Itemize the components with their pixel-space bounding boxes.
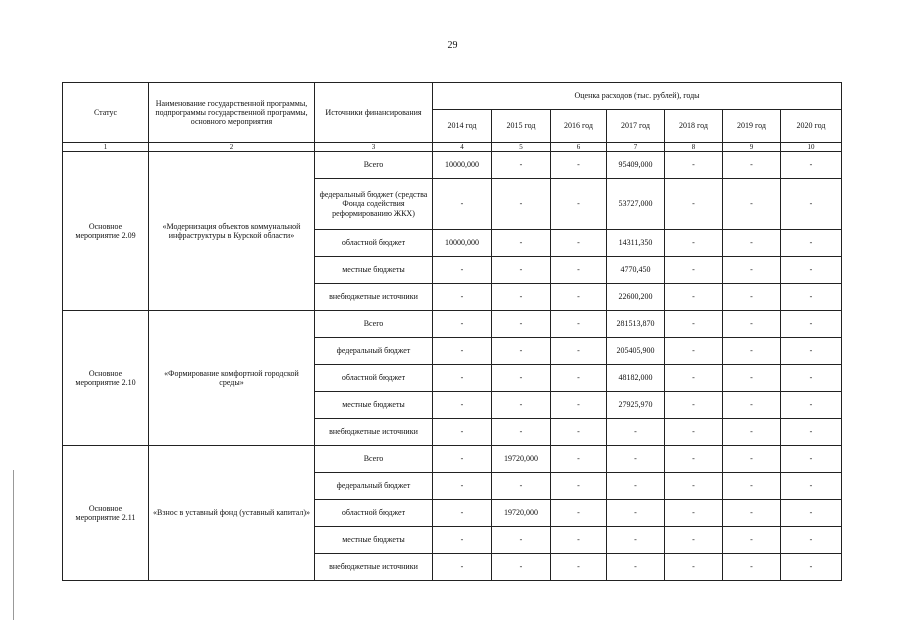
value-cell: - <box>551 338 607 365</box>
source-cell: Всего <box>315 311 433 338</box>
source-cell: местные бюджеты <box>315 257 433 284</box>
value-cell: - <box>781 446 842 473</box>
value-cell: - <box>781 392 842 419</box>
column-number: 5 <box>492 143 551 152</box>
value-cell: - <box>551 473 607 500</box>
value-cell: - <box>492 152 551 179</box>
source-cell: федеральный бюджет <box>315 473 433 500</box>
value-cell: 19720,000 <box>492 446 551 473</box>
source-cell: Всего <box>315 152 433 179</box>
table-row <box>63 152 842 179</box>
value-cell: - <box>433 392 492 419</box>
value-cell: 14311,350 <box>607 230 665 257</box>
value-cell: - <box>551 230 607 257</box>
value-cell: - <box>665 446 723 473</box>
column-number: 7 <box>607 143 665 152</box>
scan-edge-line <box>13 470 14 620</box>
value-cell: - <box>551 284 607 311</box>
header-year: 2014 год <box>433 110 492 143</box>
column-number: 9 <box>723 143 781 152</box>
value-cell: - <box>492 392 551 419</box>
header-year: 2019 год <box>723 110 781 143</box>
source-cell: внебюджетные источники <box>315 554 433 581</box>
value-cell: - <box>607 527 665 554</box>
table-row <box>63 446 842 473</box>
value-cell: - <box>723 500 781 527</box>
header-year: 2020 год <box>781 110 842 143</box>
source-cell: внебюджетные источники <box>315 419 433 446</box>
value-cell: - <box>551 527 607 554</box>
source-cell: Всего <box>315 446 433 473</box>
column-number: 6 <box>551 143 607 152</box>
header-status: Статус <box>63 83 149 143</box>
financing-table <box>62 82 842 581</box>
value-cell: - <box>551 419 607 446</box>
value-cell: - <box>551 446 607 473</box>
value-cell: 10000,000 <box>433 230 492 257</box>
value-cell: - <box>492 365 551 392</box>
value-cell: - <box>551 554 607 581</box>
value-cell: - <box>723 257 781 284</box>
value-cell: - <box>551 365 607 392</box>
value-cell: - <box>433 554 492 581</box>
value-cell: - <box>723 527 781 554</box>
value-cell: - <box>607 554 665 581</box>
value-cell: 48182,000 <box>607 365 665 392</box>
value-cell: - <box>433 446 492 473</box>
value-cell: - <box>433 500 492 527</box>
value-cell: - <box>433 257 492 284</box>
value-cell: 281513,870 <box>607 311 665 338</box>
value-cell: - <box>607 446 665 473</box>
table-row <box>63 311 842 338</box>
value-cell: - <box>665 527 723 554</box>
source-cell: областной бюджет <box>315 500 433 527</box>
source-cell: областной бюджет <box>315 230 433 257</box>
value-cell: - <box>723 230 781 257</box>
value-cell: - <box>665 554 723 581</box>
value-cell: - <box>433 473 492 500</box>
value-cell: - <box>781 419 842 446</box>
value-cell: - <box>723 554 781 581</box>
value-cell: 10000,000 <box>433 152 492 179</box>
value-cell: - <box>723 311 781 338</box>
value-cell: - <box>723 365 781 392</box>
value-cell: - <box>492 338 551 365</box>
value-cell: - <box>551 257 607 284</box>
value-cell: - <box>723 152 781 179</box>
value-cell: - <box>433 179 492 230</box>
column-number: 3 <box>315 143 433 152</box>
value-cell: 27925,970 <box>607 392 665 419</box>
value-cell: - <box>781 257 842 284</box>
value-cell: - <box>665 365 723 392</box>
page-number: 29 <box>447 40 458 51</box>
value-cell: - <box>723 392 781 419</box>
status-cell: Основное мероприятие 2.11 <box>63 446 149 581</box>
column-number: 4 <box>433 143 492 152</box>
source-cell: местные бюджеты <box>315 392 433 419</box>
value-cell: - <box>781 365 842 392</box>
program-name-cell: «Модернизация объектов коммунальной инфраструктуры в Курской области» <box>149 152 315 311</box>
value-cell: - <box>723 419 781 446</box>
value-cell: - <box>492 554 551 581</box>
value-cell: 4770,450 <box>607 257 665 284</box>
value-cell: - <box>607 419 665 446</box>
value-cell: - <box>665 311 723 338</box>
value-cell: - <box>665 152 723 179</box>
value-cell: - <box>665 392 723 419</box>
value-cell: - <box>433 311 492 338</box>
value-cell: 95409,000 <box>607 152 665 179</box>
header-program-name: Наименование государственной программы, подпрограммы государственной программы, основного мероприятия <box>149 83 315 143</box>
value-cell: - <box>492 257 551 284</box>
value-cell: - <box>781 527 842 554</box>
value-cell: - <box>781 554 842 581</box>
value-cell: - <box>492 473 551 500</box>
value-cell: - <box>433 338 492 365</box>
value-cell: - <box>433 527 492 554</box>
column-number: 8 <box>665 143 723 152</box>
value-cell: - <box>665 419 723 446</box>
header-sources: Источники финансирования <box>315 83 433 143</box>
source-cell: федеральный бюджет <box>315 338 433 365</box>
value-cell: - <box>433 419 492 446</box>
status-cell: Основное мероприятие 2.10 <box>63 311 149 446</box>
source-cell: федеральный бюджет (средства Фонда содействия реформированию ЖКХ) <box>315 179 433 230</box>
header-year: 2018 год <box>665 110 723 143</box>
value-cell: - <box>492 230 551 257</box>
value-cell: - <box>665 179 723 230</box>
column-number: 2 <box>149 143 315 152</box>
value-cell: - <box>723 446 781 473</box>
value-cell: - <box>723 473 781 500</box>
value-cell: - <box>607 473 665 500</box>
value-cell: - <box>492 527 551 554</box>
column-number-row <box>63 143 842 152</box>
source-cell: местные бюджеты <box>315 527 433 554</box>
value-cell: - <box>492 419 551 446</box>
value-cell: - <box>781 311 842 338</box>
value-cell: - <box>723 338 781 365</box>
header-year: 2015 год <box>492 110 551 143</box>
value-cell: - <box>781 473 842 500</box>
value-cell: - <box>492 284 551 311</box>
value-cell: - <box>492 311 551 338</box>
value-cell: - <box>665 284 723 311</box>
value-cell: - <box>551 152 607 179</box>
value-cell: - <box>723 179 781 230</box>
header-row-top <box>63 83 842 110</box>
column-number: 1 <box>63 143 149 152</box>
value-cell: - <box>433 284 492 311</box>
source-cell: внебюджетные источники <box>315 284 433 311</box>
value-cell: - <box>781 338 842 365</box>
value-cell: - <box>492 179 551 230</box>
value-cell: - <box>551 500 607 527</box>
value-cell: - <box>551 392 607 419</box>
value-cell: - <box>551 311 607 338</box>
header-year: 2016 год <box>551 110 607 143</box>
value-cell: 19720,000 <box>492 500 551 527</box>
program-name-cell: «Формирование комфортной городской среды» <box>149 311 315 446</box>
value-cell: - <box>665 230 723 257</box>
value-cell: 53727,000 <box>607 179 665 230</box>
value-cell: - <box>781 152 842 179</box>
header-year: 2017 год <box>607 110 665 143</box>
status-cell: Основное мероприятие 2.09 <box>63 152 149 311</box>
value-cell: - <box>781 500 842 527</box>
column-number: 10 <box>781 143 842 152</box>
value-cell: - <box>781 230 842 257</box>
value-cell: - <box>665 473 723 500</box>
value-cell: - <box>781 284 842 311</box>
source-cell: областной бюджет <box>315 365 433 392</box>
value-cell: - <box>551 179 607 230</box>
value-cell: - <box>781 179 842 230</box>
value-cell: - <box>665 500 723 527</box>
value-cell: - <box>607 500 665 527</box>
value-cell: 205405,900 <box>607 338 665 365</box>
value-cell: - <box>433 365 492 392</box>
value-cell: - <box>665 338 723 365</box>
header-estimate: Оценка расходов (тыс. рублей), годы <box>433 83 842 110</box>
value-cell: - <box>665 257 723 284</box>
value-cell: 22600,200 <box>607 284 665 311</box>
program-name-cell: «Взнос в уставный фонд (уставный капитал)» <box>149 446 315 581</box>
value-cell: - <box>723 284 781 311</box>
